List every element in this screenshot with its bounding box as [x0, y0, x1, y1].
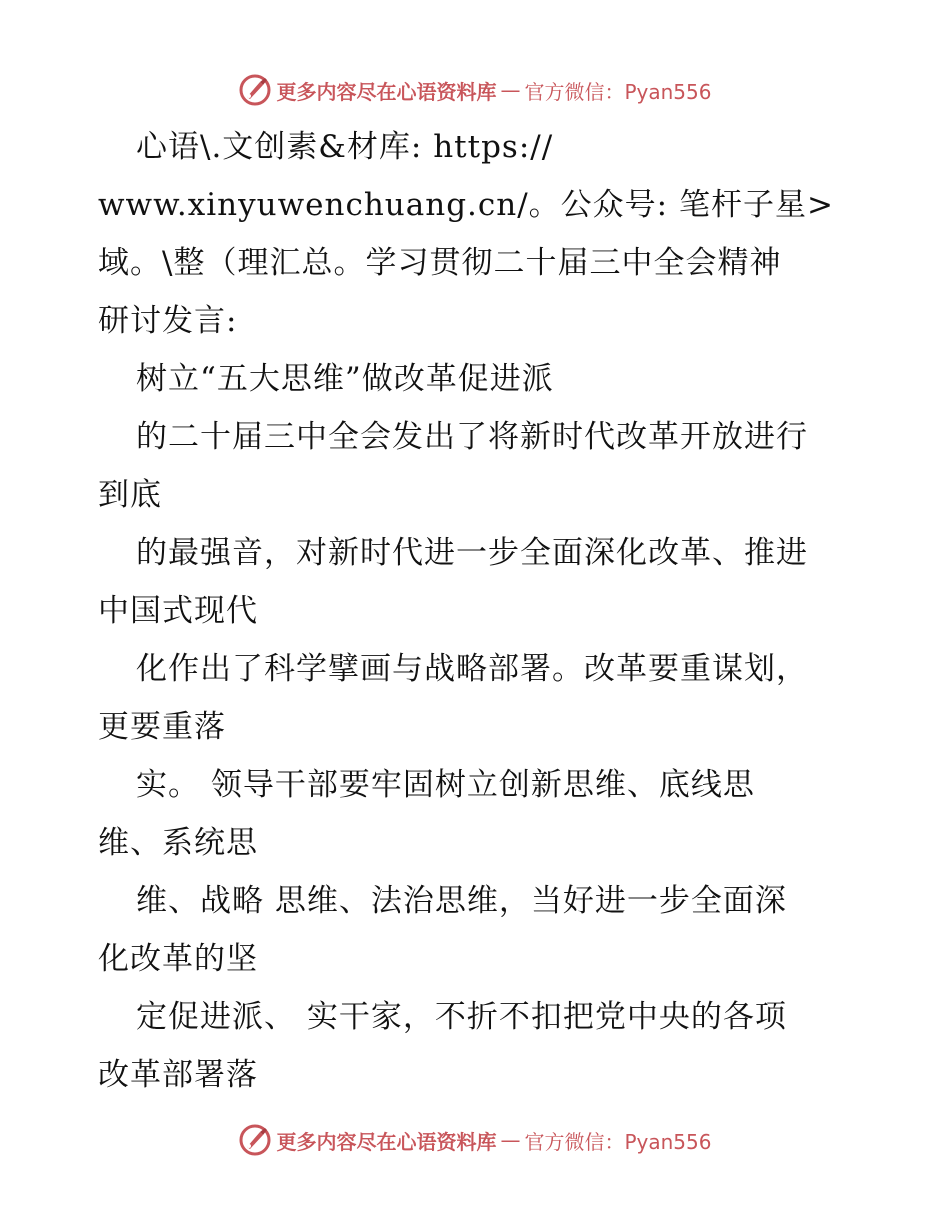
text-line: 更要重落 [98, 709, 226, 745]
banner-title: 更多内容尽在心语资料库 [276, 79, 497, 104]
text-line: 化改革的坚 [98, 941, 258, 977]
text-line: 研讨发言: [98, 303, 238, 339]
banner-contact: 官方微信：Pyan556 [524, 79, 712, 104]
header-banner [0, 70, 950, 110]
footer-banner [0, 1120, 950, 1160]
text-line: 实。 领导干部要牢固树立创新思维、底线思 [136, 767, 755, 803]
red-quill-emblem-icon [238, 1123, 272, 1157]
text-line: 到底 [98, 477, 162, 513]
text-line: www.xinyuwenchuang.cn/。公众号: 笔杆子星> [98, 187, 834, 223]
banner-dash: — [500, 1128, 521, 1152]
text-line: 的最强音，对新时代进一步全面深化改革、推进 [136, 535, 808, 571]
text-line: 定促进派、 实干家，不折不扣把党中央的各项 [136, 999, 787, 1035]
text-line: 心语\.文创素&材库: https:// [136, 129, 554, 165]
text-line: 中国式现代 [98, 593, 258, 629]
banner-dash: — [500, 78, 521, 102]
red-quill-emblem-icon [238, 73, 272, 107]
banner-contact: 官方微信：Pyan556 [524, 1129, 712, 1154]
text-line: 维、战略 思维、法治思维，当好进一步全面深 [136, 883, 787, 919]
text-line: 树立“五大思维”做改革促进派 [136, 361, 554, 397]
text-line: 的二十届三中全会发出了将新时代改革开放进行 [136, 419, 808, 455]
banner-title: 更多内容尽在心语资料库 [276, 1129, 497, 1154]
text-line: 域。\整（理汇总。学习贯彻二十届三中全会精神 [98, 245, 782, 281]
text-line: 维、系统思 [98, 825, 258, 861]
text-line: 改革部署落 [98, 1057, 258, 1093]
text-line: 化作出了科学擘画与战略部署。改革要重谋划， [136, 651, 808, 687]
document-body [98, 118, 888, 1104]
